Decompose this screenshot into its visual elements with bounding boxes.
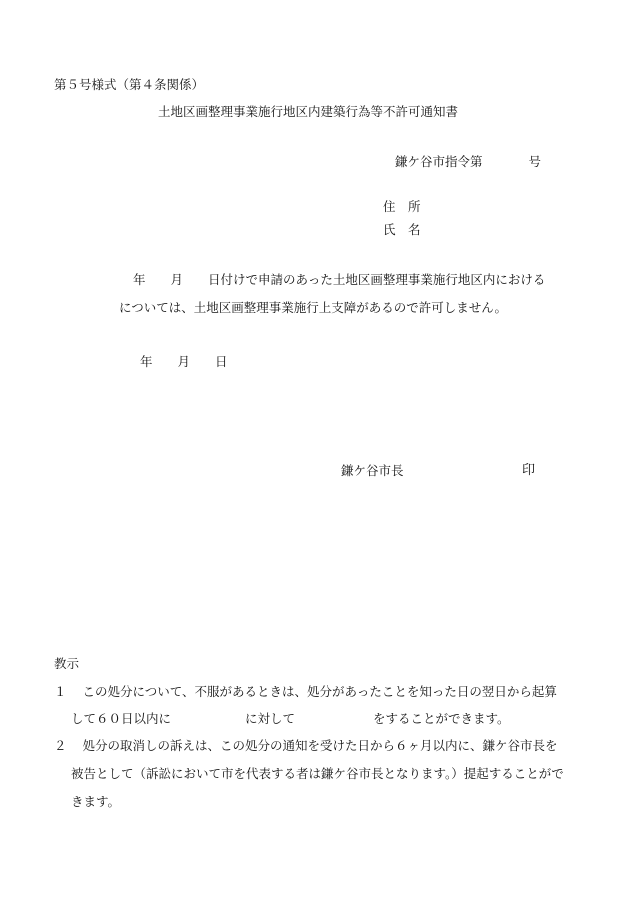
notice-item-1-line-2-a: して６０日以内に [71, 711, 172, 726]
reference-number [395, 156, 541, 169]
notice-item-2-line-1: 処分の取消しの訴えは、この処分の通知を受けた日から６ヶ月以内に、鎌ケ谷市長を [82, 738, 558, 753]
body-line-1-rest: 日付けで申請のあった土地区画整理事業施行地区内における [208, 272, 546, 287]
notice-item-1 [54, 686, 557, 699]
notice-item-1-line-1: この処分について、不服があるときは、処分があったことを知った日の翌日から起算 [82, 684, 557, 699]
notice-item-1-line-2-c: をすることができます。 [373, 711, 510, 726]
notice-item-1-line-2 [71, 713, 510, 726]
address-label: 住 所 [383, 199, 421, 214]
notice-item-1-line-2-b: に対して [245, 711, 296, 726]
body-year: 年 [133, 272, 146, 287]
notice-item-2 [54, 740, 558, 753]
issue-date [140, 356, 228, 369]
date-month: 月 [177, 354, 191, 369]
reference-suffix: 号 [528, 154, 542, 169]
date-day: 日 [215, 354, 228, 369]
notice-item-1-number: １ [54, 684, 67, 699]
notice-item-2-line-3: きます。 [71, 794, 121, 809]
notice-item-2-number: ２ [54, 738, 67, 753]
issuer-title: 鎌ケ谷市長 [341, 463, 404, 478]
body-line-2: については、土地区画整理事業施行上支障があるので許可しません。 [119, 300, 508, 315]
body-line-1 [133, 274, 545, 287]
reference-prefix: 鎌ケ谷市指令第 [395, 154, 483, 169]
seal-mark: 印 [522, 463, 536, 478]
date-year: 年 [140, 354, 153, 369]
notice-heading: 教示 [54, 656, 80, 671]
notice-item-2-line-2: 被告として（訴訟において市を代表する者は鎌ケ谷市長となります。）提起することがで [71, 766, 564, 781]
document-title: 土地区画整理事業施行地区内建築行為等不許可通知書 [158, 104, 459, 119]
name-label: 氏 名 [383, 222, 421, 237]
form-number: 第５号様式（第４条関係） [54, 77, 205, 92]
body-month: 月 [170, 272, 184, 287]
